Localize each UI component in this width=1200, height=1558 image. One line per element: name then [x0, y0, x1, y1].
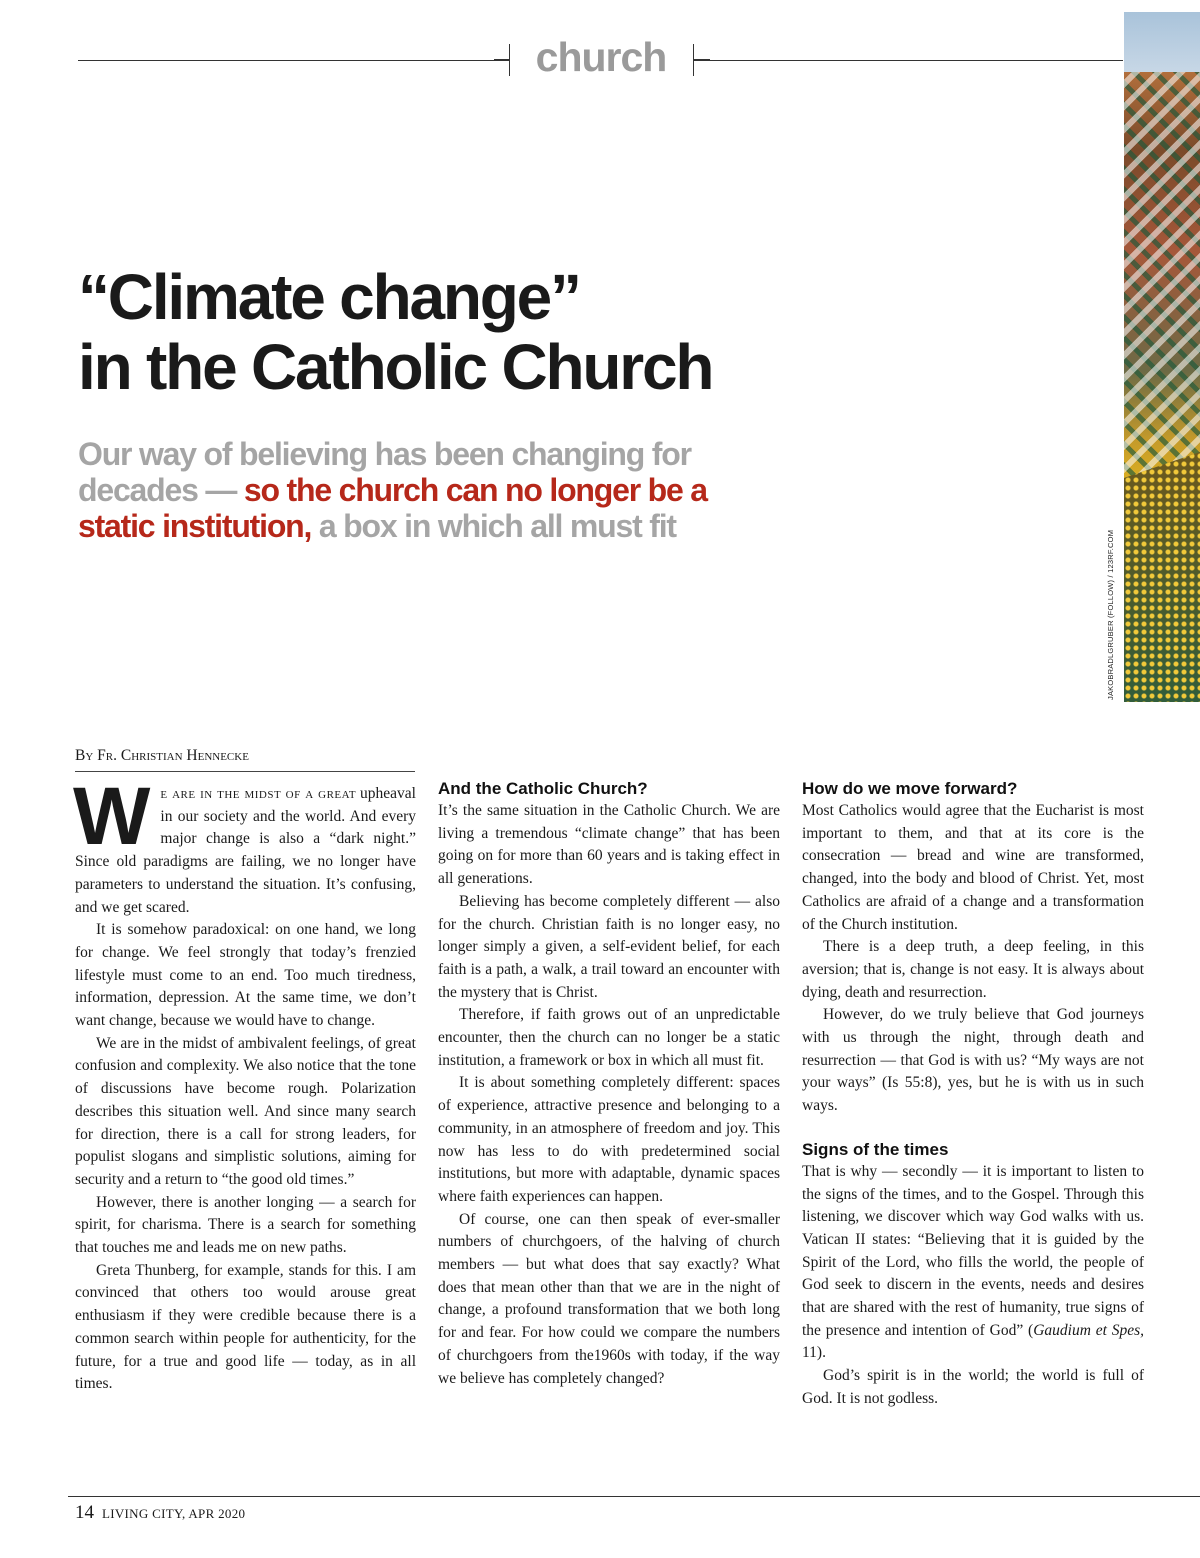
paragraph: However, there is another longing — a search for spirit, for charisma. There is a search for something that touches me and leads me on new paths. — [75, 1193, 416, 1257]
paragraph-text: 11). — [802, 1344, 826, 1362]
subheading-catholic-church: And the Catholic Church? — [438, 779, 648, 798]
title-line-1: “Climate change” — [78, 261, 580, 333]
header-rule-left — [78, 60, 510, 61]
title-line-2: in the Catholic Church — [78, 331, 713, 403]
column-3 — [802, 778, 1144, 1411]
cathedral-roof-photo — [1124, 12, 1200, 702]
subheading-signs-of-times: Signs of the times — [802, 1139, 949, 1159]
paragraph: We are in the midst of ambivalent feelings, of great confusion and complexity. We also notice that the tone of discussions have become rough. Polarization describes this situation well. And since many search for direction, there is a call for strong leaders, for populist slogans and simplistic solutions, aiming for security and a return to “the good old times.” — [75, 1034, 416, 1188]
deck-red: so the church can no longer be a static institution, — [78, 472, 707, 544]
column-1 — [73, 771, 416, 1396]
paragraph-text: That is why — secondly — it is important to listen to the signs of the times, and to the Gospel. Through this listening, we discover which way God walks with us. Vatican II states: “Believing that it is guided by the Spirit of the Lord, who fills the world, the people of God seek to discern in the events, needs and desires that are shared with the rest of humanity, true signs of the presence and intention of God” ( — [802, 1162, 1144, 1339]
paragraph — [73, 771, 416, 919]
paragraph: Believing has become completely different — also for the church. Christian faith is no longer easy, no longer simply a given, a self-evident belief, for each faith is a path, a walk, a trail toward an encounter with the mystery that is Christ. — [438, 892, 780, 1001]
paragraph: It’s the same situation in the Catholic Church. We are living a tremendous “climate change” that has been going on for more than 60 years and is taking effect in all generations. — [438, 802, 780, 888]
column-2 — [438, 778, 780, 1390]
paragraph — [802, 1161, 1144, 1365]
deck-gray-1: Our way of believing has been changing for decades — — [78, 436, 691, 508]
citation: Gaudium et Spes, — [1033, 1321, 1145, 1339]
lead-in: e are in the midst of a great — [160, 785, 357, 802]
paragraph: Greta Thunberg, for example, stands for this. I am convinced that others too would arouse great enthusiasm if they were credible because there is a common search within people for authenticity, for the future, for a true and good life — today, as in all times. — [75, 1261, 416, 1393]
byline: By Fr. Christian Hennecke — [75, 747, 415, 772]
footer-rule — [68, 1496, 1200, 1497]
drop-cap: W — [73, 771, 151, 862]
photo-credit: JAKOBRADLGRUBER (FOLLOW) / 123RF.COM — [1106, 529, 1115, 700]
subheading-move-forward: How do we move forward? — [802, 779, 1018, 798]
article-deck — [78, 436, 778, 544]
photo-sky — [1124, 12, 1200, 72]
section-label: church — [535, 34, 667, 80]
paragraph: There is a deep truth, a deep feeling, in this aversion; that is, change is not easy. It is always about dying, death and resurrection. — [802, 938, 1144, 1001]
paragraph: It is somehow paradoxical: on one hand, we long for change. We feel strongly that today’s frenzied lifestyle must come to an end. Too much tiredness, information, depression. At the same time, we don’t want change, because we would have to change. — [75, 921, 416, 1030]
paragraph: However, do we truly believe that God journeys with us through the night, through death and resurrection — that God is with us? “My ways are not your ways” (Is 55:8), yes, but he is with us in such ways. — [802, 1006, 1144, 1115]
paragraph: Most Catholics would agree that the Eucharist is most important to them, and that at its core is the consecration — bread and wine are transformed, changed, into the body and blood of Christ. Yet, most Catholics are afraid of a change and a transformation of the Church institution. — [802, 802, 1144, 933]
paragraph: Of course, one can then speak of ever-smaller numbers of churchgoers, of the halving of church members — but what does that say exactly? What does that mean other than that we are in the night of change, a profound transformation that we both long for and fear. For how could we compare the numbers of churchgoers from the1960s with today, if the way we believe has completely changed? — [438, 1210, 780, 1387]
article-title — [78, 262, 1078, 402]
publication-info: LIVING CITY, APR 2020 — [102, 1506, 246, 1521]
header-tick-left — [509, 44, 510, 76]
deck-gray-2: a box in which all must fit — [311, 508, 676, 544]
paragraph: It is about something completely different: spaces of experience, attractive presence and belonging to a community, in an atmosphere of freedom and joy. This now has less to do with predetermined social institutions, but more with adaptable, dynamic spaces where faith experiences can happen. — [438, 1074, 780, 1205]
paragraph: Therefore, if faith grows out of an unpredictable encounter, then the church can no longer be a static institution, a framework or box in which all must fit. — [438, 1006, 780, 1069]
header-rule-right — [693, 60, 1123, 61]
paragraph: God’s spirit is in the world; the world is full of God. It is not godless. — [802, 1367, 1144, 1407]
photo-roof-tiles — [1124, 452, 1200, 702]
page-number: 14 — [75, 1502, 94, 1523]
paragraph-text: upheaval in our society and the world. And every major change is also a “dark night.” Since old paradigms are failing, we no longer have parameters to understand the situation. It’s confusing, and we get scared. — [75, 785, 416, 916]
